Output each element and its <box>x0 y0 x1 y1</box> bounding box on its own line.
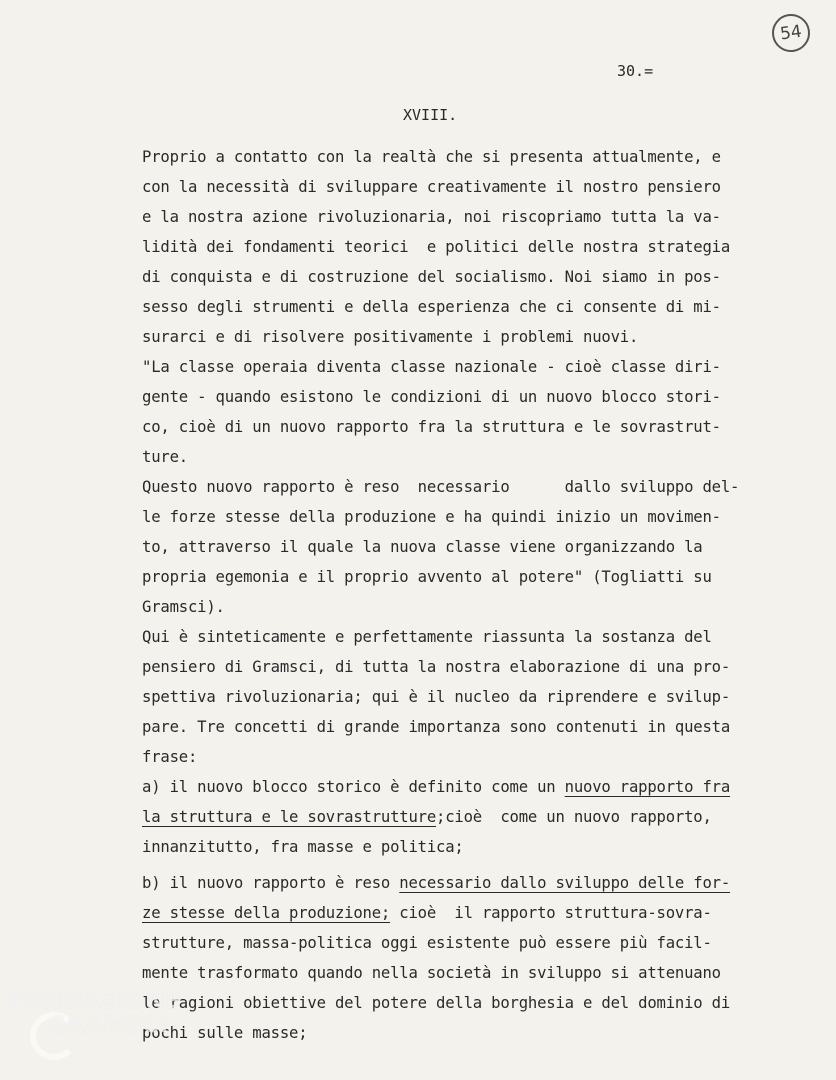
watermark <box>8 990 182 1038</box>
point-a-text: ;cioè come un nuovo rapporto, <box>436 808 712 826</box>
point-b-text: cioè il rapporto struttura-sovra- <box>390 904 712 922</box>
text-line: pensiero di Gramsci, di tutta la nostra elaborazione di una pro- <box>142 658 731 676</box>
text-line: lidità dei fondamenti teorici e politici delle nostra strategia <box>142 238 731 256</box>
text-line: propria egemonia e il proprio avvento al potere" (Togliatti su <box>142 568 712 586</box>
point-b-underlined: necessario dallo sviluppo delle for- <box>399 874 731 892</box>
page-stamp: 54 <box>770 12 813 55</box>
text-line: gente - quando esistono le condizioni di un nuovo blocco stori- <box>142 388 721 406</box>
point-b-line-1 <box>142 868 782 898</box>
page-number: 30.= <box>617 62 654 80</box>
text-line: spettiva rivoluzionaria; qui è il nucleo da riprendere e svilup- <box>142 688 731 706</box>
text-line: Questo nuovo rapporto è reso necessario dallo sviluppo del- <box>142 478 740 496</box>
text-line: di conquista e di costruzione del socialismo. Noi siamo in pos- <box>142 268 721 286</box>
point-a-line-2 <box>142 802 782 832</box>
point-a-underlined: la struttura e le sovrastrutture <box>142 808 437 826</box>
watermark-line: FONDAZIONE <box>8 989 182 1014</box>
point-b-text: b) il nuovo rapporto è reso <box>142 874 400 892</box>
text-line: sesso degli strumenti e della esperienza che ci consente di mi- <box>142 298 721 316</box>
document-body <box>142 142 782 1048</box>
watermark-line: GRAMSCI <box>48 1013 170 1038</box>
point-a-underlined: nuovo rapporto fra <box>564 778 731 796</box>
point-b-line-2 <box>142 898 782 928</box>
text-line: "La classe operaia diventa classe nazionale - cioè classe diri- <box>142 358 721 376</box>
point-a-line-1 <box>142 772 782 802</box>
point-b-line-4: mente trasformato quando nella società in sviluppo si attenuano <box>142 964 721 982</box>
point-a-line-3: innanzitutto, fra masse e politica; <box>142 838 464 856</box>
section-heading: XVIII. <box>403 106 458 124</box>
text-line: con la necessità di sviluppare creativamente il nostro pensiero <box>142 178 721 196</box>
text-line: co, cioè di un nuovo rapporto fra la struttura e le sovrastrut- <box>142 418 721 436</box>
text-line: e la nostra azione rivoluzionaria, noi riscopriamo tutta la va- <box>142 208 721 226</box>
point-b-line-6: pochi sulle masse; <box>142 1024 308 1042</box>
text-line: frase: <box>142 748 198 766</box>
text-line: Qui è sinteticamente e perfettamente riassunta la sostanza del <box>142 628 712 646</box>
text-line: surarci e di risolvere positivamente i problemi nuovi. <box>142 328 639 346</box>
point-b-underlined: ze stesse della produzione; <box>142 904 391 922</box>
text-line: le forze stesse della produzione e ha quindi inizio un movimen- <box>142 508 721 526</box>
text-line: Gramsci). <box>142 598 225 616</box>
point-b-line-3: strutture, massa-politica oggi esistente può essere più facil- <box>142 934 712 952</box>
point-a-text: a) il nuovo blocco storico è definito come un <box>142 778 565 796</box>
text-line: Proprio a contatto con la realtà che si presenta attualmente, e <box>142 148 721 166</box>
text-line: to, attraverso il quale la nuova classe viene organizzando la <box>142 538 703 556</box>
text-line: ture. <box>142 448 188 466</box>
point-b-line-5: le ragioni obiettive del potere della borghesia e del dominio di <box>142 994 731 1012</box>
text-line: pare. Tre concetti di grande importanza sono contenuti in questa <box>142 718 731 736</box>
